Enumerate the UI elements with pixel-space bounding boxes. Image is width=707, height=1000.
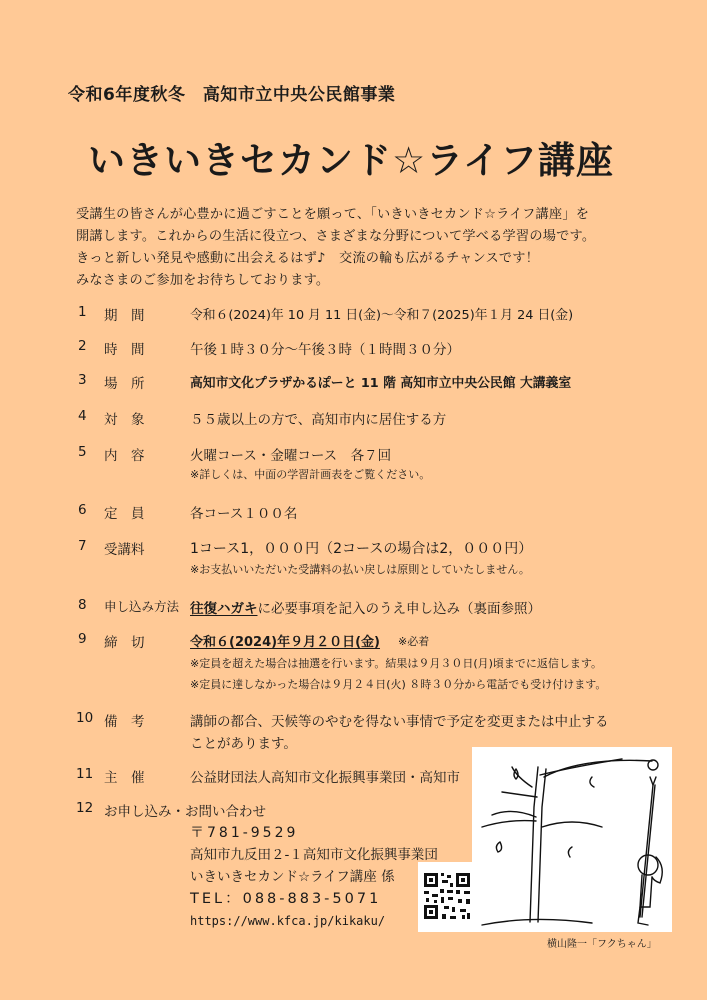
item-number: 12 — [76, 800, 94, 816]
tree-and-boy-illustration-icon — [472, 747, 672, 932]
item-label: 内 容 — [104, 448, 145, 464]
item-label: 受講料 — [104, 542, 145, 558]
item-note: ※定員を超えた場合は抽選を行います。結果は９月３０日(月)頃までに返信します。 — [190, 657, 603, 670]
fukuchan-illustration — [472, 747, 672, 932]
item-number: 10 — [76, 710, 94, 726]
deadline-date: 令和６(2024)年９月２０日(金) — [190, 635, 380, 650]
event-subtitle: 令和6年度秋冬 高知市立中央公民館事業 — [68, 85, 396, 105]
item-value: 火曜コース・金曜コース 各７回 — [190, 448, 392, 464]
postal-code: 〒781-9529 — [190, 825, 299, 841]
intro-line: 受講生の皆さんが心豊かに過ごすことを願って、「いきいきセカンド☆ライフ講座」を — [76, 207, 590, 222]
item-number: 11 — [76, 766, 94, 782]
item-note: ※詳しくは、中面の学習計画表をご覧ください。 — [190, 468, 431, 481]
item-value: 公益財団法人高知市文化振興事業団・高知市 — [190, 770, 460, 786]
item-label: 場 所 — [104, 376, 145, 392]
item-value: 1コース1，０００円（2コースの場合は2，０００円） — [190, 541, 533, 557]
item-number: 4 — [78, 408, 87, 424]
item-value: ことがあります。 — [190, 736, 297, 752]
item-number: 3 — [78, 372, 87, 388]
intro-paragraph — [76, 204, 595, 292]
item-label: 期 間 — [104, 308, 145, 324]
return-postcard-emphasis: 往復ハガキ — [190, 601, 258, 617]
item-value: 午後１時３０分～午後３時（１時間３０分） — [190, 342, 460, 358]
item-value: 高知市文化プラザかるぽーと 11 階 高知市立中央公民館 大講義室 — [190, 376, 572, 391]
item-number: 6 — [78, 502, 87, 518]
item-note: ※お支払いいただいた受講料の払い戻しは原則としていたしません。 — [190, 563, 530, 576]
item-label: 申し込み方法 — [104, 599, 180, 614]
item-value: ５５歳以上の方で、高知市内に居住する方 — [190, 412, 447, 428]
item-note: ※定員に達しなかった場合は９月２４日(火) ８時３０分から電話でも受け付けます。 — [190, 678, 607, 691]
item-label: 対 象 — [104, 412, 145, 428]
item-number: 2 — [78, 338, 87, 354]
item-label: 定 員 — [104, 506, 145, 522]
item-value: 往復ハガキに必要事項を記入のうえ申し込み（裏面参照） — [190, 601, 541, 617]
item-number: 8 — [78, 597, 87, 613]
website-link[interactable]: https://www.kfca.jp/kikaku/ — [190, 914, 386, 928]
page-title: いきいきセカンド☆ライフ講座 — [88, 139, 614, 182]
item-number: 1 — [78, 304, 87, 320]
item-label: お申し込み・お問い合わせ — [104, 804, 266, 820]
item-value: 各コース１００名 — [190, 506, 298, 522]
item-value: 講師の都合、天候等のやむを得ない事情で予定を変更または中止する — [190, 714, 609, 730]
item-number: 7 — [78, 538, 87, 554]
item-label: 締 切 — [104, 635, 145, 651]
intro-line: きっと新しい発見や感動に出会えるはず♪ 交流の輪も広がるチャンスです！ — [76, 251, 539, 266]
item-number: 9 — [78, 631, 87, 647]
address: 高知市九反田２-１高知市文化振興事業団 — [190, 847, 438, 863]
item-label: 主 催 — [104, 770, 145, 786]
illustration-caption: 横山隆一「フクちゃん」 — [547, 939, 657, 950]
deadline-suffix: ※必着 — [398, 635, 430, 648]
item-number: 5 — [78, 444, 87, 460]
intro-line: 開講します。これからの生活に役立つ、さまざまな分野について学べる学習の場です。 — [76, 229, 596, 244]
department: いきいきセカンド☆ライフ講座 係 — [190, 869, 395, 885]
item-value: 令和６(2024)年 10 月 11 日(金)～令和７(2025)年１月 24 日(金) — [190, 308, 574, 323]
phone-number: TEL：088-883-5071 — [190, 891, 382, 907]
contact-block — [190, 822, 438, 932]
item-label: 時 間 — [104, 342, 145, 358]
intro-line: みなさまのご参加をお待ちしております。 — [76, 273, 330, 288]
item-label: 備 考 — [104, 714, 145, 730]
